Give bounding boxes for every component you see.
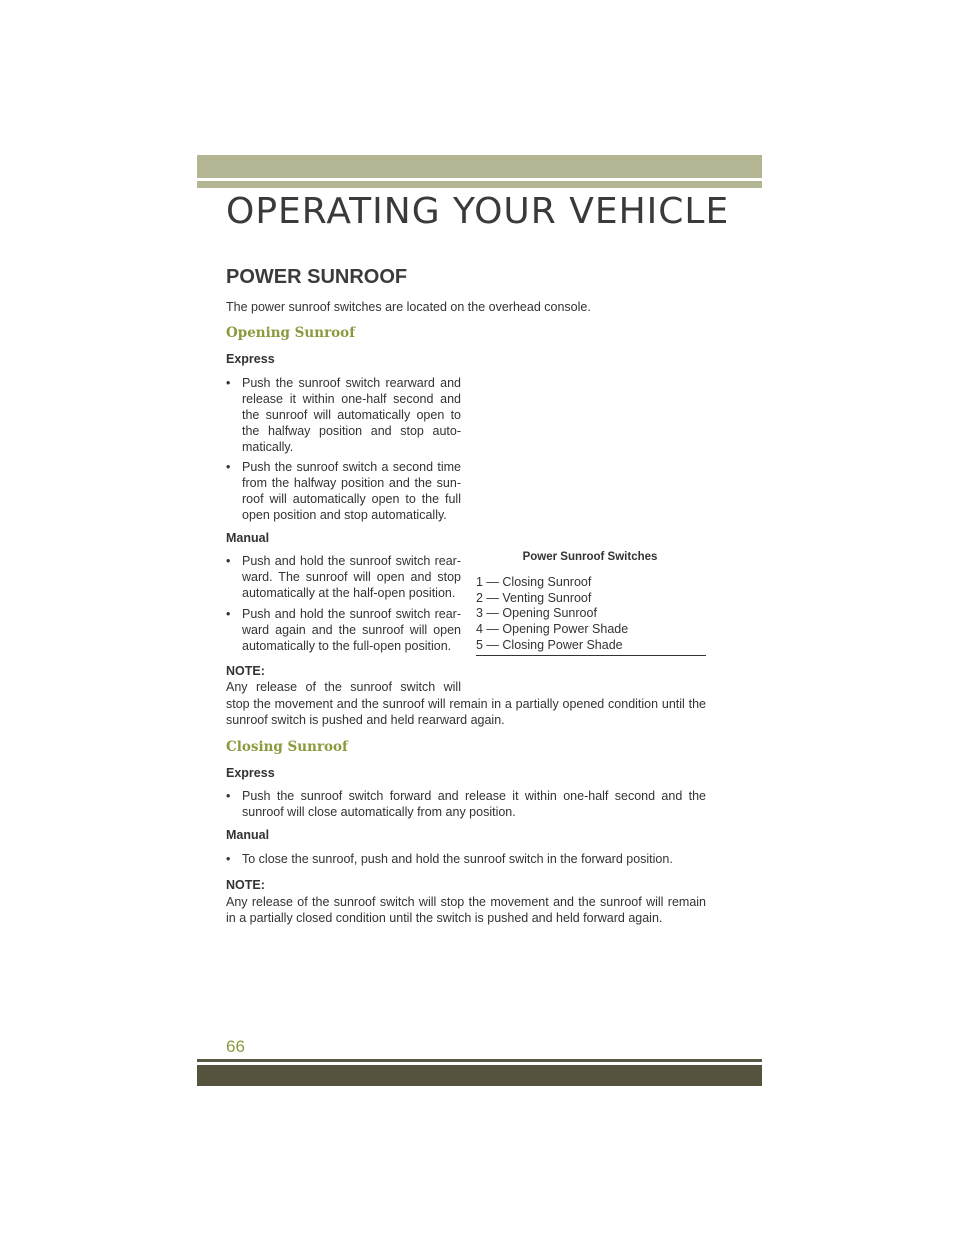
page-title: POWER SUNROOF bbox=[226, 266, 408, 288]
bullet-dot: • bbox=[226, 376, 231, 390]
opening-note-line: Any release of the sunroof switch will bbox=[226, 680, 461, 694]
header-band bbox=[197, 155, 762, 178]
bullet-dot: • bbox=[226, 554, 231, 568]
bullet-dot: • bbox=[226, 607, 231, 621]
closing-manual-label: Manual bbox=[226, 828, 270, 842]
legend-item: 1 — Closing Sunroof bbox=[476, 575, 592, 589]
opening-note-label: NOTE: bbox=[226, 664, 265, 678]
bullet-dot: • bbox=[226, 789, 231, 803]
closing-note-text: Any release of the sunroof switch will stop the movement and the sunroof will remain in a partially closed condition until the switch is pushed and held forward again. bbox=[226, 895, 706, 925]
legend-item: 5 — Closing Power Shade bbox=[476, 637, 623, 652]
page-number: 66 bbox=[226, 1037, 245, 1056]
opening-heading: Opening Sunroof bbox=[226, 325, 355, 341]
list-item: • Push and hold the sunroof switch rear-ward. The sunroof will open and stop automatically at the half-open position. bbox=[226, 554, 461, 600]
legend-divider bbox=[476, 655, 706, 656]
footer-band bbox=[197, 1065, 762, 1086]
opening-express-label: Express bbox=[226, 352, 275, 366]
legend-item: 2 — Venting Sunroof bbox=[476, 590, 592, 605]
intro-text: The power sunroof switches are located on the overhead console. bbox=[226, 300, 591, 314]
bullet-dot: • bbox=[226, 460, 231, 474]
closing-heading: Closing Sunroof bbox=[226, 739, 348, 755]
opening-manual-label: Manual bbox=[226, 531, 270, 545]
bullet-dot: • bbox=[226, 852, 231, 866]
figure-caption: Power Sunroof Switches bbox=[522, 551, 658, 563]
legend-item: 4 — Opening Power Shade bbox=[476, 622, 629, 637]
legend-item: 3 — Opening Sunroof bbox=[476, 606, 597, 621]
list-item: • To close the sunroof, push and hold the sunroof switch in the forward position. bbox=[226, 852, 673, 866]
header-rule bbox=[197, 181, 762, 188]
list-item: • Push the sunroof switch forward and release it within one-half second and the sunroof will close automatically from any position. bbox=[226, 789, 706, 819]
list-item: • Push the sunroof switch a second time from the halfway position and the sun-roof will automatically open to the full open position and stop automatically. bbox=[226, 460, 461, 522]
footer-rule bbox=[197, 1059, 762, 1062]
list-item: • Push the sunroof switch rearward and release it within one-half second and the sunroof will automatically open to the halfway position and stop auto-matically. bbox=[226, 376, 461, 454]
closing-note-label: NOTE: bbox=[226, 878, 265, 892]
opening-note-text: stop the movement and the sunroof will remain in a partially opened condition until the sunroof switch is pushed and held rearward again. bbox=[226, 697, 706, 727]
closing-express-label: Express bbox=[226, 766, 275, 780]
list-item: • Push and hold the sunroof switch rear-ward again and the sunroof will open automatically to the full-open position. bbox=[226, 607, 461, 653]
section-header: OPERATING YOUR VEHICLE bbox=[226, 191, 730, 232]
figure-legend bbox=[476, 575, 706, 654]
